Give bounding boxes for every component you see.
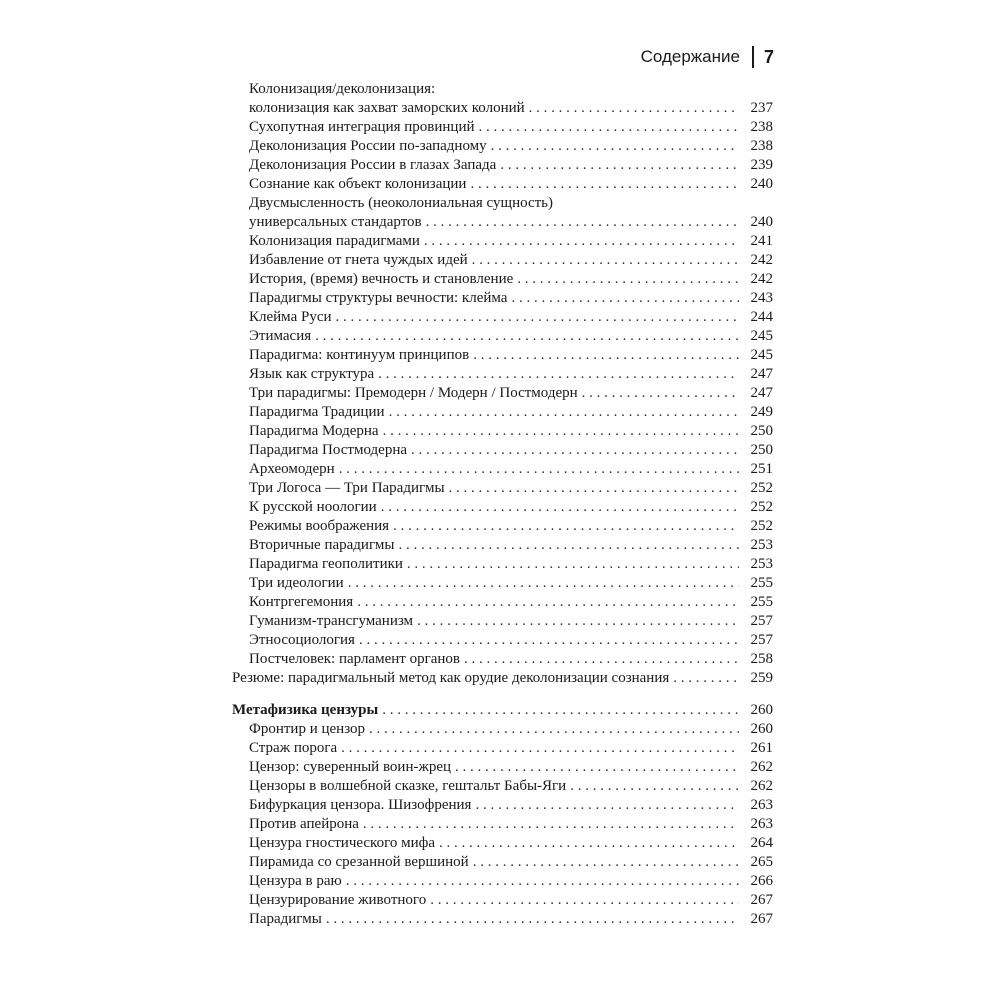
toc-entry-page: 242: [750, 252, 773, 268]
toc-entry-title: Три парадигмы: Премодерн / Модерн / Постмодерн: [249, 385, 578, 401]
toc-leader-dots: [582, 384, 739, 403]
toc-entry: [232, 137, 773, 156]
toc-entry: [232, 853, 773, 872]
toc-entry-page: 239: [750, 157, 773, 173]
toc-leader-dots: [336, 308, 740, 327]
toc-entry: [232, 796, 773, 815]
toc-entry-page: 263: [750, 797, 773, 813]
toc-entry-page: 247: [750, 366, 773, 382]
toc-entry: [232, 365, 773, 384]
toc-leader-dots: [393, 517, 739, 536]
toc-entry-title: Парадигма геополитики: [249, 556, 403, 572]
toc-leader-dots: [529, 99, 739, 118]
toc-entry-page: 259: [750, 670, 773, 686]
toc-entry-title: Колонизация/деколонизация:: [249, 81, 436, 97]
toc-entry: [232, 327, 773, 346]
toc-leader-dots: [439, 834, 739, 853]
toc-entry-page: 250: [750, 442, 773, 458]
toc-entry: [232, 650, 773, 669]
toc-entry: [232, 593, 773, 612]
toc-entry-title: Избавление от гнета чуждых идей: [249, 252, 468, 268]
toc-entry-page: 261: [750, 740, 773, 756]
toc-entry: [232, 289, 773, 308]
toc-entry-title: Режимы воображения: [249, 518, 390, 534]
toc-entry-title: Парадигма Модерна: [249, 423, 379, 439]
toc-leader-dots: [472, 251, 739, 270]
toc-entry-title: Язык как структура: [249, 366, 375, 382]
toc-entry-title: Цензура в раю: [249, 873, 342, 889]
toc-entry-page: 267: [750, 892, 773, 908]
toc-leader-dots: [430, 891, 739, 910]
toc-entry: [232, 403, 773, 422]
toc-entry-title: Колонизация парадигмами: [249, 233, 420, 249]
toc-entry-title: Сухопутная интеграция провинций: [249, 119, 475, 135]
toc-entry-page: 252: [750, 480, 773, 496]
toc-entry-page: 257: [750, 613, 773, 629]
toc-leader-dots: [517, 270, 739, 289]
toc-entry-title: Двусмысленность (неоколониальная сущность): [249, 195, 554, 211]
toc-entry: [232, 194, 773, 213]
toc-leader-dots: [479, 118, 739, 137]
toc-entry-page: 265: [750, 854, 773, 870]
toc-leader-dots: [326, 910, 739, 929]
toc-entry: [232, 872, 773, 891]
toc-entry: [232, 175, 773, 194]
toc-entry: [232, 910, 773, 929]
toc-leader-dots: [473, 346, 739, 365]
toc-entry-title: Парадигма Традиции: [249, 404, 385, 420]
toc-leader-dots: [383, 422, 739, 441]
toc-entry-title: Цензура гностического мифа: [249, 835, 436, 851]
toc-entry-title: Цензор: суверенный воин-жрец: [249, 759, 452, 775]
toc-leader-dots: [449, 479, 739, 498]
toc-entry: [232, 555, 773, 574]
toc-leader-dots: [378, 365, 739, 384]
toc-entry: [232, 498, 773, 517]
toc-entry: [232, 479, 773, 498]
toc-entry: [232, 834, 773, 853]
toc-entry-title: колонизация как захват заморских колоний: [249, 100, 525, 116]
toc-entry: [232, 384, 773, 403]
toc-entry-page: 243: [750, 290, 773, 306]
toc-entry: [232, 422, 773, 441]
toc-entry-page: 251: [750, 461, 773, 477]
toc-leader-dots: [673, 669, 739, 688]
toc-entry-page: 242: [750, 271, 773, 287]
toc-leader-dots: [398, 536, 739, 555]
toc-entry: [232, 758, 773, 777]
toc-entry-page: 244: [750, 309, 773, 325]
toc-section-entry: [232, 701, 773, 720]
toc-leader-dots: [464, 650, 739, 669]
toc-entry-page: 237: [750, 100, 773, 116]
toc-entry: [232, 536, 773, 555]
toc-entry: [232, 80, 773, 99]
toc-entry: [232, 232, 773, 251]
toc-entry-title: Сознание как объект колонизации: [249, 176, 467, 192]
toc-entry-title: Парадигмы: [249, 911, 322, 927]
toc-entry-page: 252: [750, 518, 773, 534]
toc-leader-dots: [500, 156, 739, 175]
toc-entry: [232, 669, 773, 688]
toc-leader-dots: [417, 612, 739, 631]
running-head-title: Содержание: [640, 47, 740, 66]
toc-entry: [232, 118, 773, 137]
toc-entry-page: 255: [750, 575, 773, 591]
toc-entry-title: Три идеологии: [249, 575, 344, 591]
toc-entry-page: 240: [750, 214, 773, 230]
toc-entry-title: Археомодерн: [249, 461, 335, 477]
toc-leader-dots: [475, 796, 739, 815]
toc-entry-title: Постчеловек: парламент органов: [249, 651, 460, 667]
toc-leader-dots: [363, 815, 739, 834]
running-head-page-number: 7: [763, 46, 774, 67]
toc-leader-dots: [424, 232, 739, 251]
toc-leader-dots: [348, 574, 739, 593]
toc-leader-dots: [491, 137, 739, 156]
toc-entry-title: Три Логоса — Три Парадигмы: [249, 480, 445, 496]
toc-entry-title: Клейма Руси: [249, 309, 332, 325]
toc-entry: [232, 99, 773, 118]
toc-entry-page: 262: [750, 759, 773, 775]
running-head: [641, 44, 774, 70]
toc-entry-title: Деколонизация России по-западному: [249, 138, 487, 154]
toc-entry-page: 245: [750, 347, 773, 363]
toc-entry-title: Бифуркация цензора. Шизофрения: [249, 797, 472, 813]
toc-entry-page: 250: [750, 423, 773, 439]
toc-entry-page: 257: [750, 632, 773, 648]
toc-entry: [232, 574, 773, 593]
toc-entry-page: 267: [750, 911, 773, 927]
toc-leader-dots: [341, 739, 739, 758]
toc-entry: [232, 612, 773, 631]
toc-entry: [232, 346, 773, 365]
toc-entry-page: 247: [750, 385, 773, 401]
toc-leader-dots: [315, 327, 739, 346]
toc-entry-page: 252: [750, 499, 773, 515]
toc-leader-dots: [570, 777, 739, 796]
toc-leader-dots: [473, 853, 739, 872]
toc-entry-title: Фронтир и цензор: [249, 721, 366, 737]
toc-leader-dots: [382, 701, 739, 720]
toc-entry: [232, 441, 773, 460]
toc-leader-dots: [339, 460, 739, 479]
toc-entry-page: 253: [750, 537, 773, 553]
toc-entry-title: Резюме: парадигмальный метод как орудие деколонизации сознания: [232, 670, 670, 686]
toc-entry: [232, 777, 773, 796]
toc-leader-dots: [426, 213, 739, 232]
toc-entry: [232, 270, 773, 289]
toc-leader-dots: [357, 593, 739, 612]
toc-entry: [232, 720, 773, 739]
toc-leader-dots: [411, 441, 739, 460]
toc-entry: [232, 213, 773, 232]
toc-entry-title: Контргегемония: [249, 594, 354, 610]
toc-entry-page: 258: [750, 651, 773, 667]
toc-leader-dots: [359, 631, 739, 650]
toc-entry-page: 241: [750, 233, 773, 249]
toc-entry: [232, 517, 773, 536]
toc-entry-title: Парадигма: континуум принципов: [249, 347, 470, 363]
toc-entry-title: Вторичные парадигмы: [249, 537, 395, 553]
toc-entry-page: 260: [750, 721, 773, 737]
toc-entry-title: Пирамида со срезанной вершиной: [249, 854, 469, 870]
toc-entry-title: История, (время) вечность и становление: [249, 271, 514, 287]
toc-entry-page: 266: [750, 873, 773, 889]
toc-entry: [232, 156, 773, 175]
toc-entry-title: Деколонизация России в глазах Запада: [249, 157, 497, 173]
toc-leader-dots: [407, 555, 739, 574]
toc-entry-title: Страж порога: [249, 740, 338, 756]
toc-entry-page: 245: [750, 328, 773, 344]
toc-entry-page: 263: [750, 816, 773, 832]
toc-entry: [232, 308, 773, 327]
toc-section-title: Метафизика цензуры: [232, 702, 379, 718]
toc-entry-page: 238: [750, 119, 773, 135]
toc-entry-page: 253: [750, 556, 773, 572]
toc-entry-title: Парадигмы структуры вечности: клейма: [249, 290, 508, 306]
toc-entry-title: универсальных стандартов: [249, 214, 422, 230]
toc-entry-title: К русской ноологии: [249, 499, 377, 515]
toc-leader-dots: [389, 403, 739, 422]
toc-section-page: 260: [750, 702, 773, 718]
toc-entry: [232, 739, 773, 758]
toc-entry-title: Парадигма Постмодерна: [249, 442, 408, 458]
toc-entry-page: 255: [750, 594, 773, 610]
toc-entry-title: Против апейрона: [249, 816, 359, 832]
running-head-divider: [752, 46, 754, 68]
toc-entry-page: 249: [750, 404, 773, 420]
toc-leader-dots: [381, 498, 739, 517]
toc-leader-dots: [511, 289, 739, 308]
toc-leader-dots: [346, 872, 739, 891]
toc-leader-dots: [369, 720, 739, 739]
toc-entry-page: 264: [750, 835, 773, 851]
toc-entry-title: Этносоциология: [249, 632, 355, 648]
toc-entry: [232, 631, 773, 650]
toc-entry: [232, 815, 773, 834]
toc-entry: [232, 251, 773, 270]
toc-entry-page: 240: [750, 176, 773, 192]
toc-entry: [232, 891, 773, 910]
toc-entry-title: Гуманизм-трансгуманизм: [249, 613, 414, 629]
toc-leader-dots: [455, 758, 739, 777]
table-of-contents: [232, 80, 773, 929]
toc-entry: [232, 460, 773, 479]
toc-entry-title: Цензурирование животного: [249, 892, 427, 908]
toc-entry-page: 238: [750, 138, 773, 154]
toc-entry-title: Цензоры в волшебной сказке, гештальт Бабы-Яги: [249, 778, 567, 794]
toc-leader-dots: [470, 175, 739, 194]
toc-entry-page: 262: [750, 778, 773, 794]
toc-entry-title: Этимасия: [249, 328, 312, 344]
